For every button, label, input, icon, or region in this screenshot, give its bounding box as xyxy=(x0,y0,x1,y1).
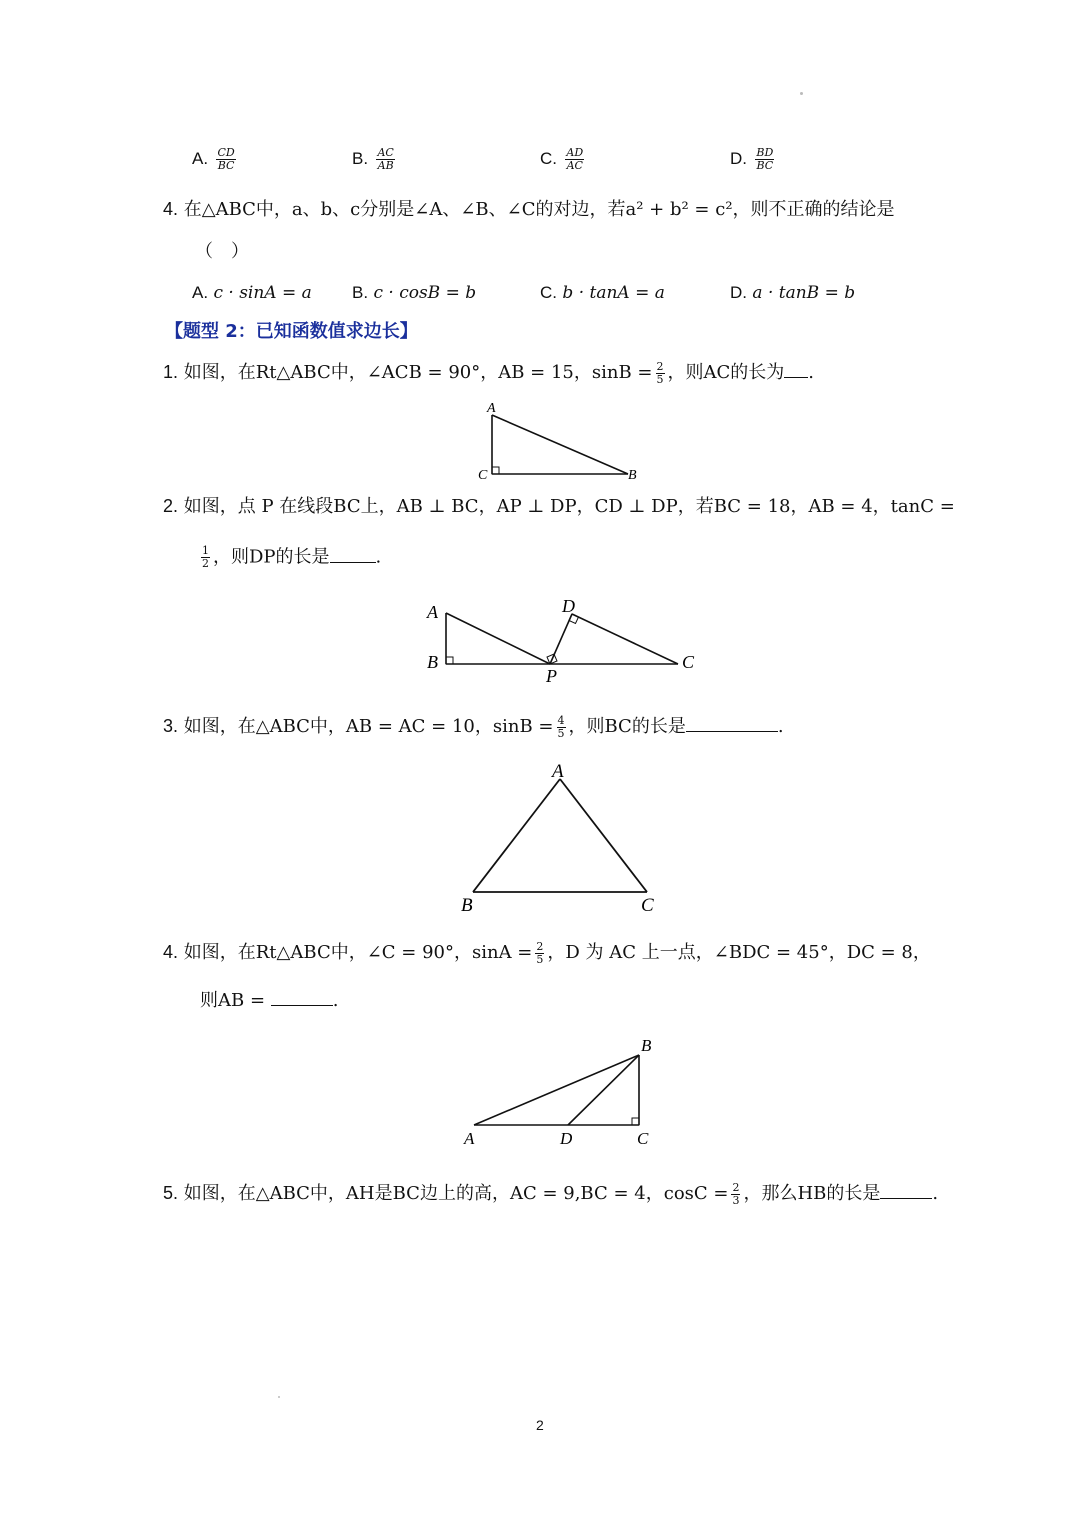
option-a[interactable]: A. c · sinA = a xyxy=(192,283,312,303)
label-a: A xyxy=(427,602,438,622)
option-b[interactable]: B. $\frac{AC}{AB}$ xyxy=(352,146,394,172)
fraction: $\frac{2}{3}$ xyxy=(732,1180,740,1207)
fraction: $\frac{AD}{AC}$ xyxy=(566,146,584,172)
speck-mark xyxy=(800,92,803,95)
label-c: C xyxy=(478,468,488,483)
answer-blank[interactable] xyxy=(330,546,376,563)
label-d: D xyxy=(560,1129,573,1148)
fraction: $\frac{BD}{BC}$ xyxy=(756,146,774,172)
figure-2 xyxy=(420,595,710,690)
problem-2: 2. 如图，点 P 在线段BC上，AB ⊥ BC，AP ⊥ DP，CD ⊥ DP，若BC = 18，AB = 4，tanC = xyxy=(163,496,955,517)
answer-blank[interactable] xyxy=(784,361,808,378)
question-4a: 4. 在△ABC中，a、b、c分别是∠A、∠B、∠C的对边，若a² + b² = c²，则不正确的结论是 xyxy=(163,199,895,220)
fraction: $\frac{2}{5}$ xyxy=(536,939,544,966)
label-a: A xyxy=(552,761,564,782)
figure-3 xyxy=(450,758,670,918)
fraction: $\frac{4}{5}$ xyxy=(557,713,565,740)
problem-1: 1. 如图，在Rt△ABC中，∠ACB = 90°，AB = 15，sinB = $\frac{2}{5}$ ，则AC的长为 . xyxy=(163,359,815,386)
label-a: A xyxy=(464,1129,475,1148)
label-b: B xyxy=(628,468,637,483)
answer-paren: （ ） xyxy=(195,241,249,262)
label-c: C xyxy=(641,895,654,916)
label-d: D xyxy=(562,596,575,616)
label-p: P xyxy=(546,666,557,686)
label-b: B xyxy=(641,1036,652,1055)
label-b: B xyxy=(461,895,473,916)
answer-blank[interactable] xyxy=(686,715,778,732)
option-d[interactable]: D. a · tanB = b xyxy=(730,283,856,303)
figure-1 xyxy=(470,398,650,488)
label-a: A xyxy=(487,401,496,416)
problem-2-cont: $\frac{1}{2}$ ，则DP的长是 . xyxy=(202,544,382,570)
problem-4-cont: 则AB = . xyxy=(200,990,339,1011)
problem-5: 5. 如图，在△ABC中，AH是BC边上的高，AC = 9,BC = 4，cosC = $\frac{2}{3}$ ，那么HB的长是 . xyxy=(163,1180,939,1207)
problem-3: 3. 如图，在△ABC中，AB = AC = 10，sinB = $\frac{4}{5}$ ，则BC的长是 . xyxy=(163,713,784,740)
fraction: $\frac{2}{5}$ xyxy=(656,359,664,386)
fraction: $\frac{CD}{BC}$ xyxy=(217,146,235,172)
option-c[interactable]: C. b · tanA = a xyxy=(540,283,665,303)
label-c: C xyxy=(637,1129,649,1148)
figure-4 xyxy=(458,1033,668,1153)
option-d[interactable]: D. $\frac{BD}{BC}$ xyxy=(730,146,774,172)
option-c[interactable]: C. $\frac{AD}{AC}$ xyxy=(540,146,584,172)
answer-blank[interactable] xyxy=(880,1182,932,1199)
option-b[interactable]: B. c · cosB = b xyxy=(352,283,477,303)
problem-4: 4. 如图，在Rt△ABC中，∠C = 90°，sinA = $\frac{2}{5}$ ，D 为 AC 上一点，∠BDC = 45°，DC = 8， xyxy=(163,939,931,966)
label-b: B xyxy=(427,652,438,672)
fraction: $\frac{AC}{AB}$ xyxy=(377,146,394,172)
label-c: C xyxy=(682,652,695,672)
option-a[interactable]: A. $\frac{CD}{BC}$ xyxy=(192,146,235,172)
answer-blank[interactable] xyxy=(271,989,333,1006)
section-title: 【题型 2：已知函数值求边长】 xyxy=(165,321,418,342)
speck-mark xyxy=(278,1396,280,1398)
page-number: 2 xyxy=(536,1417,544,1433)
fraction: $\frac{1}{2}$ xyxy=(202,544,209,570)
